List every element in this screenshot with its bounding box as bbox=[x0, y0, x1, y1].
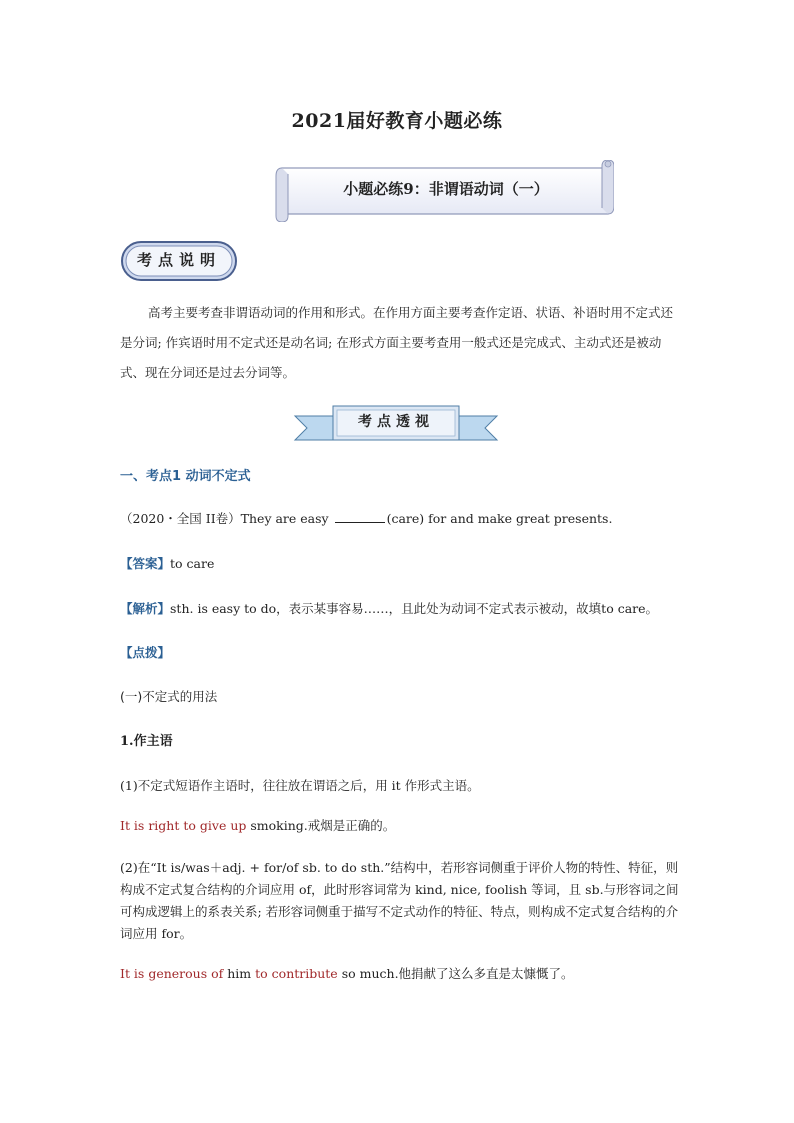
example-2-part-4: so much.他捐献了这么多直是太慷慨了。 bbox=[341, 966, 574, 981]
answer-blank bbox=[335, 510, 385, 523]
tips-tag: 【点拨】 bbox=[120, 645, 171, 660]
answer-line bbox=[120, 554, 690, 574]
analysis-tag: 【解析】 bbox=[120, 601, 171, 616]
example-2-part-3: to contribute bbox=[255, 966, 338, 981]
badge-explain-label: 考点说明 bbox=[136, 251, 221, 269]
example-2-part-1: It is generous of bbox=[120, 966, 224, 981]
section-heading: 一、考点1 动词不定式 bbox=[120, 469, 251, 484]
example-1-part-1: It is right bbox=[120, 818, 180, 833]
example-1 bbox=[120, 816, 690, 836]
question-line bbox=[120, 509, 690, 529]
banner-title: 小题必练9：非谓语动词（一） bbox=[343, 180, 549, 198]
question-source: （2020・全国 II卷）They are easy bbox=[120, 511, 329, 526]
rule-1: (1)不定式短语作主语时，往往放在谓语之后，用 it 作形式主语。 bbox=[120, 778, 480, 793]
answer-tag: 【答案】 bbox=[120, 556, 171, 571]
example-2 bbox=[120, 964, 690, 984]
example-2-part-2: him bbox=[227, 966, 252, 981]
question-tail: (care) for and make great presents. bbox=[386, 511, 613, 526]
document-title: 2021届好教育小题必练 bbox=[291, 110, 503, 132]
subsection-title: (一)不定式的用法 bbox=[120, 689, 218, 704]
analysis-line bbox=[120, 599, 690, 619]
example-1-part-2: to give up bbox=[183, 818, 247, 833]
subject-heading: 1.作主语 bbox=[120, 734, 173, 749]
intro-paragraph: 高考主要考查非谓语动词的作用和形式。在作用方面主要考查作定语、状语、补语时用不定式还是分词; 作宾语时用不定式还是动名词; 在形式方面主要考查用一般式还是完成式、主动式还是被动式、现在分词还是过去分词等。 bbox=[120, 305, 674, 380]
analysis-text: sth. is easy to do，表示某事容易……，且此处为动词不定式表示被动，故填to care。 bbox=[170, 601, 659, 616]
answer-text: to care bbox=[170, 556, 215, 571]
rule-2: (2)在“It is/was＋adj. + for/of sb. to do sth.”结构中，若形容词侧重于评价人物的特性、特征，则构成不定式复合结构的介词应用 of，此时形容词常为 kind, nice, foolish 等词，且 sb.与形容词之间可构成逻辑上的系表关系; 若形容词侧重于描写不定式动作的特征、特点，则构成不定式复合结构的介词应用 for。 bbox=[120, 860, 679, 941]
ribbon-label: 考点透视 bbox=[358, 414, 434, 430]
tips-line bbox=[120, 643, 690, 663]
example-1-part-3: smoking.戒烟是正确的。 bbox=[250, 818, 396, 833]
